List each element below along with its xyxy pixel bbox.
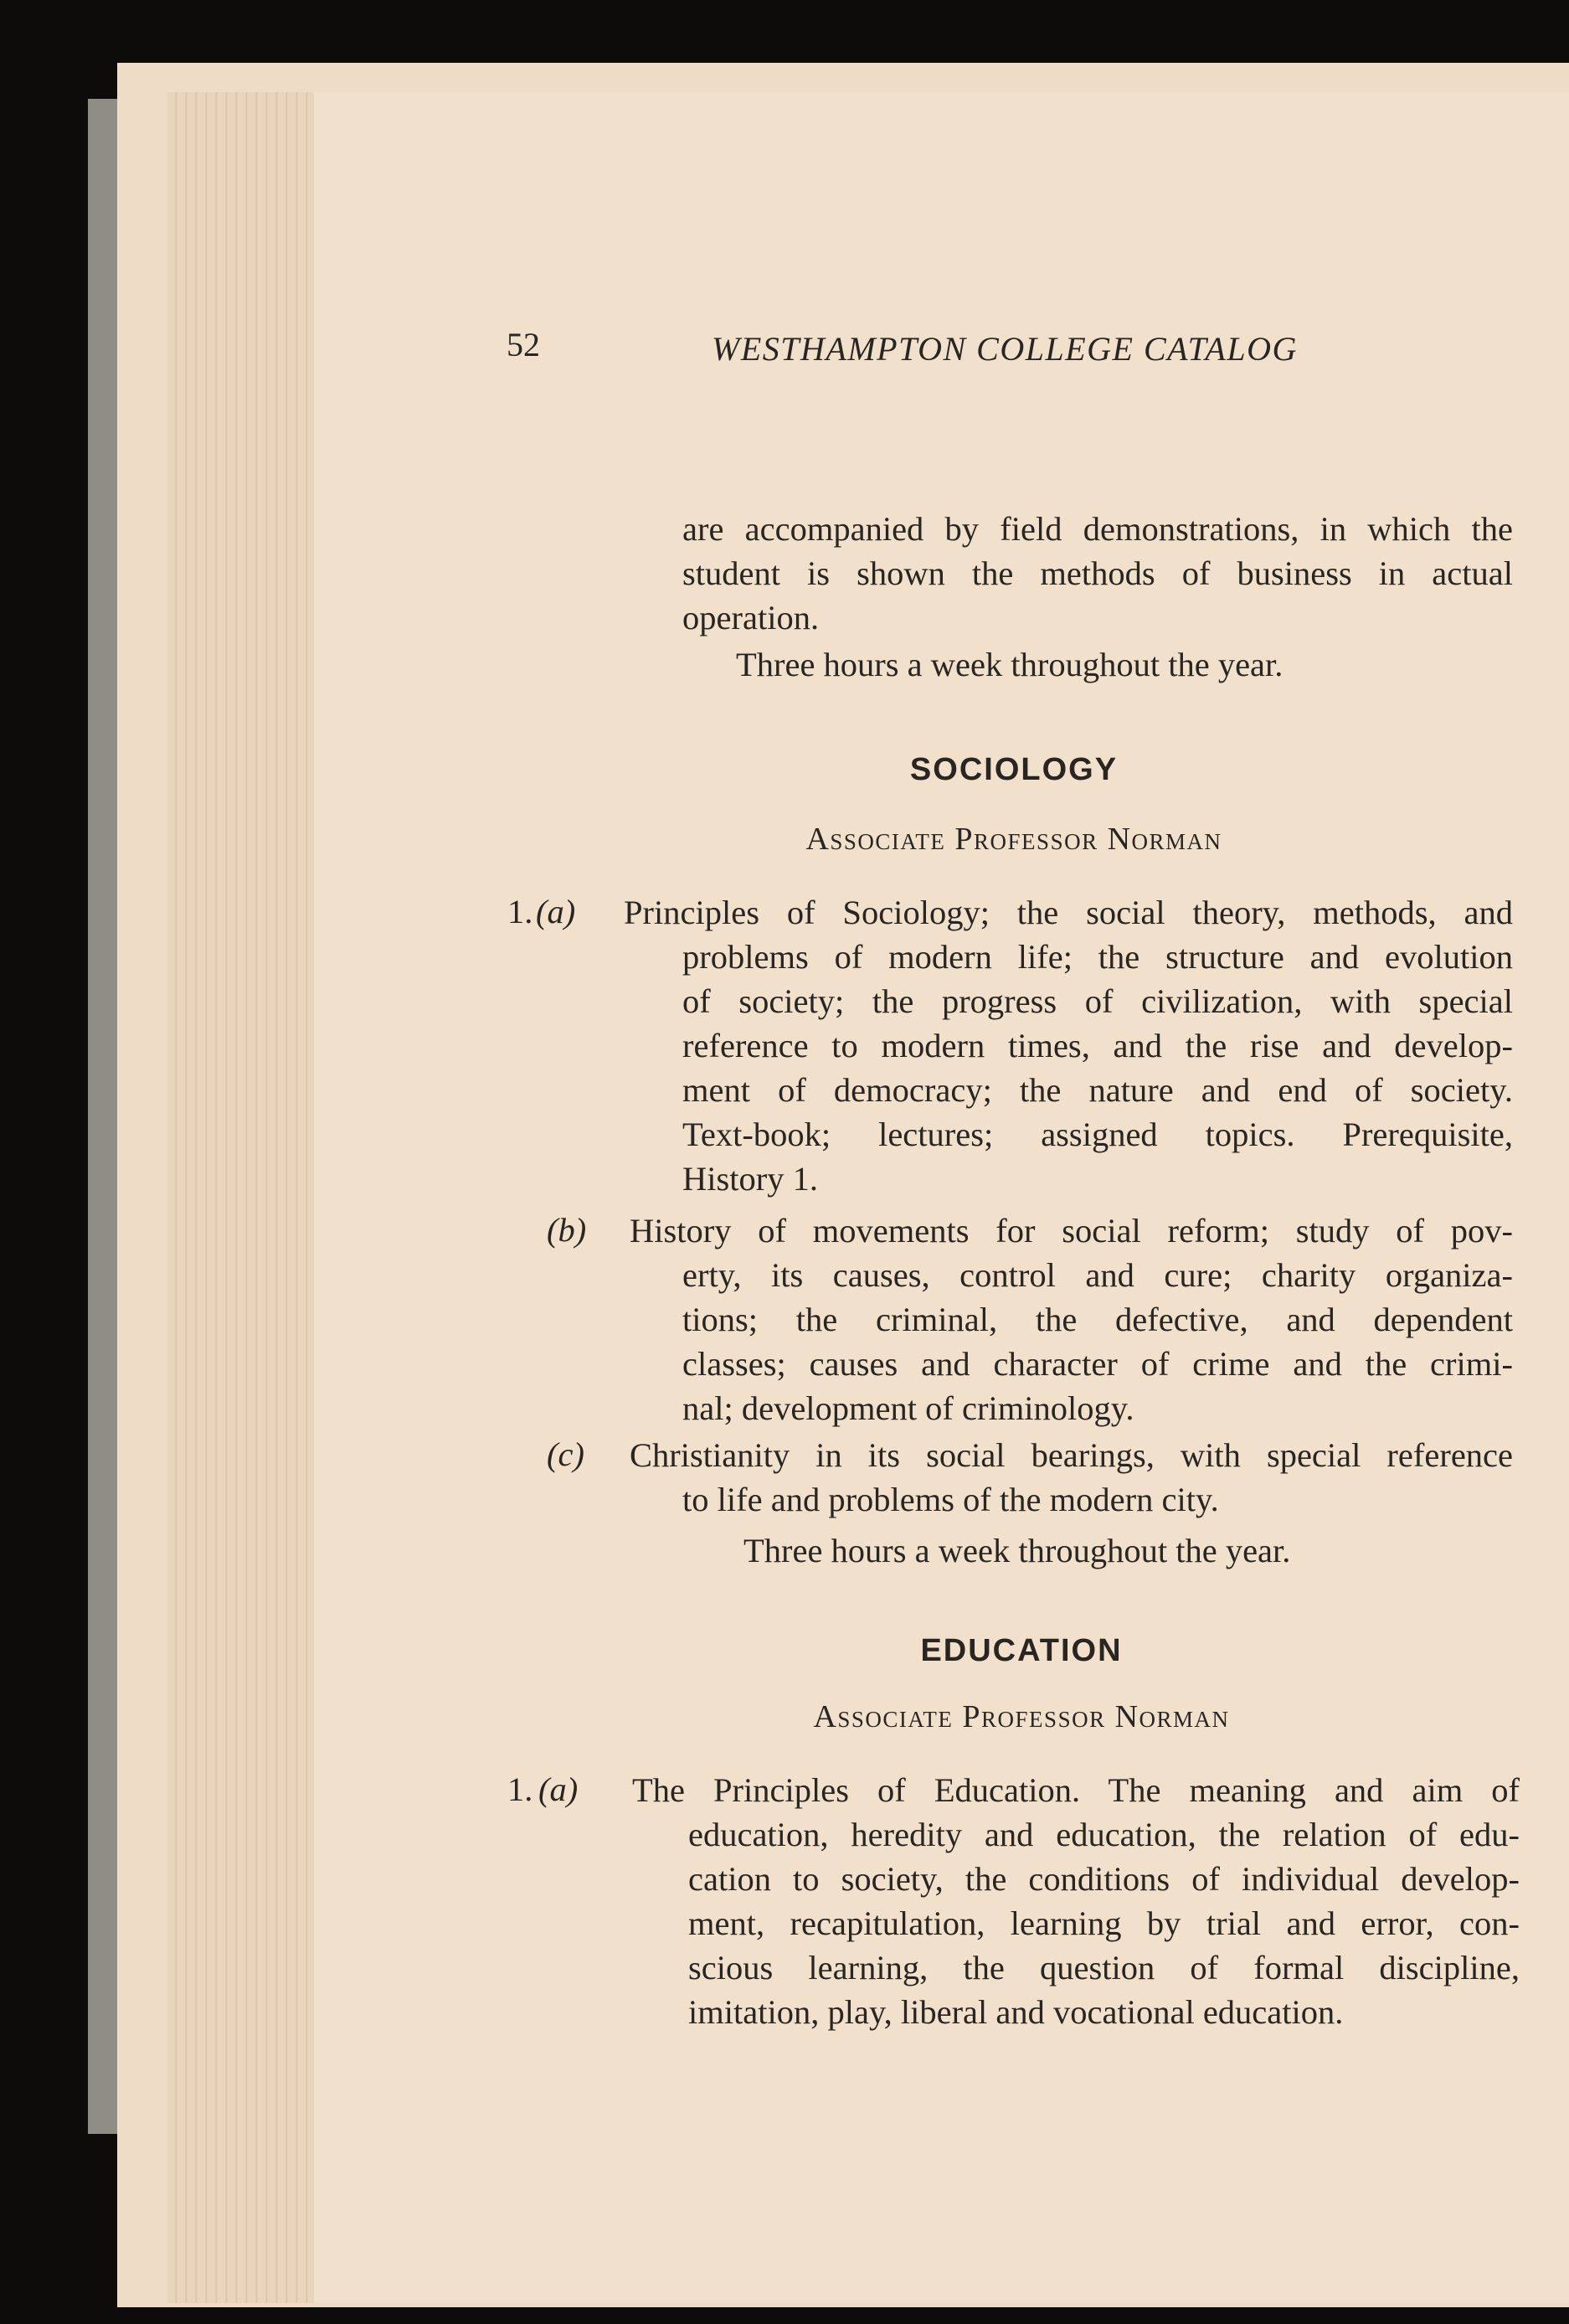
item-line: tions; the criminal, the defective, and dependent: [682, 1301, 1513, 1338]
intro-line: operation.: [682, 599, 820, 636]
item-line: cation to society, the conditions of individual develop-: [688, 1860, 1520, 1898]
sociology-item-a-cont: [682, 935, 1513, 1201]
item-line: problems of modern life; the structure and evolution: [682, 938, 1513, 976]
sociology-item-c-cont: [682, 1477, 1513, 1522]
education-item-a-cont: [688, 1812, 1520, 2034]
item-line: scious learning, the question of formal discipline,: [688, 1949, 1520, 1986]
sociology-item-b: [630, 1208, 1513, 1253]
page: [314, 92, 1569, 2303]
course-number: 1.: [507, 893, 533, 930]
section-heading-sociology: SOCIOLOGY: [909, 752, 1119, 787]
intro-line: are accompanied by field demonstrations, in which the: [682, 510, 1513, 548]
education-item-a: [632, 1768, 1520, 1812]
page-number: 52: [507, 326, 540, 363]
item-label: (a): [538, 1770, 579, 1808]
item-line: Christianity in its social bearings, with special reference: [630, 1436, 1513, 1474]
item-line: nal; development of criminology.: [682, 1389, 1134, 1427]
sociology-item-c: [630, 1433, 1513, 1477]
item-line: History of movements for social reform; study of pov-: [630, 1212, 1513, 1250]
instructor-education: Associate Professor Norman: [813, 1699, 1230, 1734]
item-line: erty, its causes, control and cure; charity organiza-: [682, 1256, 1513, 1294]
sociology-item-b-cont: [682, 1253, 1513, 1430]
intro-line: student is shown the methods of business in actual: [682, 554, 1513, 592]
intro-hours: Three hours a week throughout the year.: [736, 646, 1283, 683]
item-label: (c): [547, 1435, 584, 1473]
item-line: imitation, play, liberal and vocational education.: [688, 1993, 1344, 2031]
item-line: ment of democracy; the nature and end of society.: [682, 1071, 1513, 1109]
intro-paragraph: [682, 507, 1513, 640]
item-line: classes; causes and character of crime and the crimi-: [682, 1345, 1513, 1383]
course-number: 1.: [507, 1770, 533, 1808]
item-line: ment, recapitulation, learning by trial and error, con-: [688, 1904, 1520, 1942]
item-line: reference to modern times, and the rise and develop-: [682, 1027, 1513, 1064]
instructor-sociology: Associate Professor Norman: [805, 822, 1222, 857]
item-label: (b): [547, 1211, 587, 1249]
item-line: to life and problems of the modern city.: [682, 1481, 1219, 1518]
item-line: education, heredity and education, the relation of edu-: [688, 1816, 1520, 1853]
sociology-item-a: [624, 890, 1513, 935]
item-line: of society; the progress of civilization, with special: [682, 982, 1513, 1020]
sociology-hours: Three hours a week throughout the year.: [743, 1532, 1291, 1569]
item-line: Text-book; lectures; assigned topics. Prerequisite,: [682, 1116, 1513, 1153]
section-heading-education: EDUCATION: [920, 1633, 1123, 1668]
running-head: WESTHAMPTON COLLEGE CATALOG: [712, 330, 1298, 368]
item-label: (a): [536, 893, 576, 930]
page-edges: [167, 92, 314, 2303]
item-line: Principles of Sociology; the social theory, methods, and: [624, 894, 1513, 931]
item-line: The Principles of Education. The meaning and aim of: [632, 1771, 1520, 1809]
item-line: History 1.: [682, 1160, 818, 1198]
